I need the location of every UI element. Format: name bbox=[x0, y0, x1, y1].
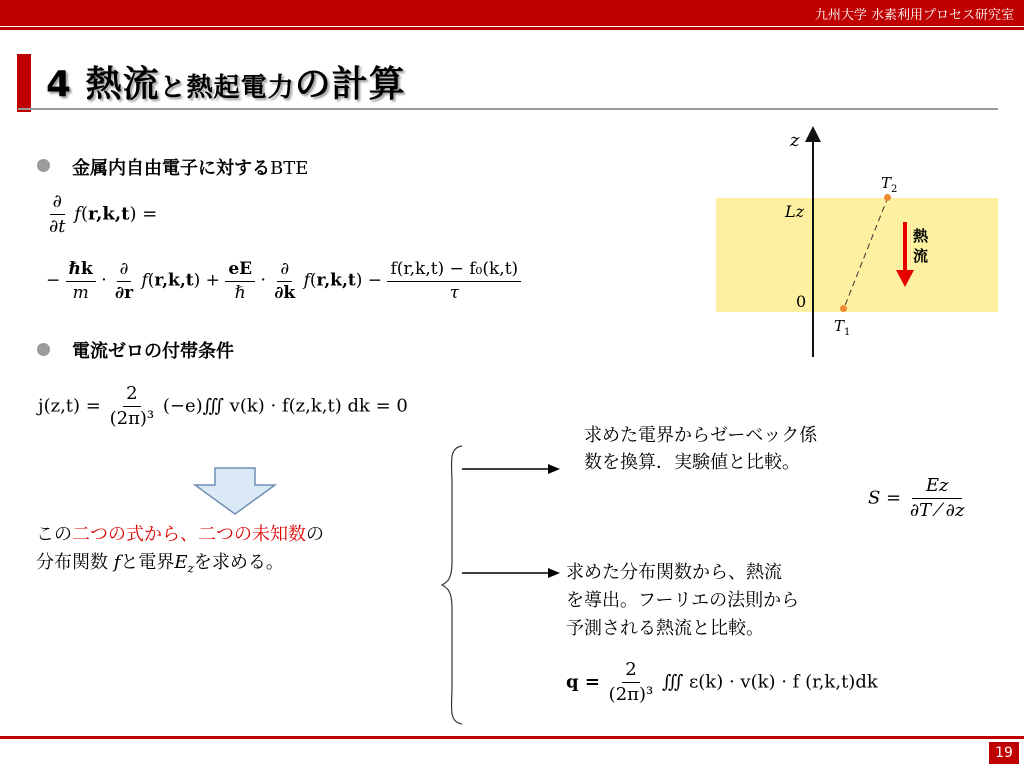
heat-rhs: ∭ ε(k) · v(k) · f (r,k,t)dk bbox=[661, 671, 878, 693]
equation-bte-rhs: − $\frac{\text{ℏk}}{m}$ · $\frac{\partial}{\partial r}$ f(r,k,t) + $\frac{eE}{\text{ℏ}}$ · $\frac{\partial}{\partial k}$ f(r,k,t) − $\frac{\text{f(r,k,t) − f₀(k,t)}}{\tau}$ bbox=[46, 260, 521, 302]
f-args: r,k,t bbox=[154, 270, 194, 291]
conclusion-text: の bbox=[306, 524, 324, 545]
lz-label: Lz bbox=[785, 202, 805, 221]
f-symbol: f bbox=[141, 270, 148, 291]
t2-symbol: T bbox=[881, 174, 892, 192]
heat-label-char: 流 bbox=[913, 247, 929, 265]
bullet-1-dot bbox=[37, 159, 50, 172]
title-accent-bar bbox=[17, 54, 31, 112]
arrow-right-icon bbox=[462, 462, 562, 476]
zero-label: 0 bbox=[796, 292, 807, 311]
bullet-1-bte: BTE bbox=[270, 158, 309, 179]
t2-label bbox=[881, 174, 897, 195]
frac-num: ℏk bbox=[66, 260, 96, 282]
footer-rule bbox=[0, 736, 1024, 739]
note-1-line-1: 求めた電界からゼーベック係 bbox=[584, 425, 818, 446]
frac-den: ∂k bbox=[274, 282, 296, 303]
down-arrow-icon bbox=[193, 467, 277, 515]
frac-den: ∂T ⁄ ∂z bbox=[909, 499, 965, 521]
heat-flow-arrow bbox=[903, 222, 907, 272]
f-symbol: f bbox=[113, 552, 121, 573]
current-rhs: (−e)∭ v(k) · f(z,k,t) dk = 0 bbox=[162, 395, 408, 417]
z-axis bbox=[812, 140, 814, 357]
header-bar bbox=[0, 0, 1024, 26]
partial-k-fraction bbox=[271, 260, 298, 302]
plus-sign: + bbox=[205, 270, 220, 291]
frac-den: ∂r bbox=[115, 282, 134, 303]
conclusion-line-2 bbox=[36, 550, 284, 582]
seebeck-lhs: S = bbox=[868, 487, 902, 509]
equation-bte-lhs: $\frac{\partial}{\partial t}$ f(r,k,t) = bbox=[46, 192, 157, 237]
t2-subscript: 2 bbox=[891, 184, 898, 195]
t1-subscript: 1 bbox=[844, 327, 851, 338]
partial-t-fraction bbox=[46, 192, 69, 237]
t1-label bbox=[834, 317, 850, 338]
bullet-1 bbox=[72, 154, 308, 180]
minus-sign: − bbox=[46, 270, 61, 291]
bullet-1-text: 金属内自由電子に対する bbox=[72, 158, 270, 179]
frac-num: f(r,k,t) − f₀(k,t) bbox=[387, 260, 521, 282]
frac-den: ∂t bbox=[49, 215, 66, 237]
relaxation-fraction bbox=[387, 260, 521, 302]
partial-z: ∂z bbox=[945, 499, 965, 521]
equation-seebeck bbox=[868, 476, 967, 521]
f-args: r,k,t bbox=[316, 270, 356, 291]
bullet-2: 電流ゼロの付帯条件 bbox=[72, 341, 234, 362]
t2-point bbox=[884, 194, 891, 201]
seebeck-fraction bbox=[907, 476, 968, 521]
conclusion-highlight: 二つの式から、二つの未知数 bbox=[72, 524, 306, 545]
two-over-2pi3-fraction bbox=[606, 660, 657, 705]
partial-r-fraction bbox=[112, 260, 136, 302]
conclusion-text: この bbox=[36, 524, 72, 545]
conclusion-text: を求める。 bbox=[193, 552, 284, 573]
frac-num: ∂ bbox=[277, 260, 292, 282]
equation-heat-flux bbox=[566, 660, 878, 705]
heat-flow-arrow-icon bbox=[896, 270, 914, 287]
hk-over-m-fraction bbox=[66, 260, 96, 302]
e-subscript: z bbox=[187, 561, 194, 576]
curly-brace bbox=[438, 444, 466, 726]
title-part-1: 熱流 bbox=[85, 64, 160, 105]
frac-den: ℏ bbox=[234, 282, 246, 303]
title-part-3: の計算 bbox=[294, 64, 406, 105]
frac-den: τ bbox=[449, 282, 459, 303]
dot-operator: · bbox=[260, 270, 266, 291]
t1-point bbox=[840, 305, 847, 312]
temperature-line bbox=[836, 192, 896, 314]
heat-flow-label bbox=[913, 226, 928, 266]
header-rule bbox=[0, 27, 1024, 30]
equals-sign: = bbox=[142, 203, 158, 225]
z-axis-label: z bbox=[790, 130, 800, 151]
note-2-line-1: 求めた分布関数から、熱流 bbox=[566, 562, 782, 583]
page-number: 19 bbox=[989, 742, 1019, 764]
heat-lhs: q = bbox=[566, 671, 600, 693]
frac-num: eE bbox=[225, 260, 255, 282]
arrow-right-icon bbox=[462, 566, 562, 580]
bullet-2-dot bbox=[37, 343, 50, 356]
eE-over-hbar-fraction bbox=[225, 260, 255, 302]
conclusion-text: と電界 bbox=[120, 552, 175, 573]
frac-num: ∂ bbox=[117, 260, 132, 282]
equation-current bbox=[38, 384, 408, 429]
frac-num: ∂ bbox=[50, 192, 65, 215]
partial-T: ∂T bbox=[909, 499, 932, 521]
title-rule bbox=[18, 108, 998, 110]
dot-operator: · bbox=[101, 270, 107, 291]
organization-name: 九州大学 水素利用プロセス研究室 bbox=[814, 8, 1014, 23]
frac-num: Ez bbox=[912, 476, 963, 499]
title-number: 4 bbox=[46, 64, 73, 105]
f-symbol: f bbox=[74, 203, 81, 225]
note-2-line-2: を導出。フーリエの法則から bbox=[566, 590, 800, 611]
note-1-line-2: 数を換算．実験値と比較。 bbox=[584, 452, 800, 473]
slide-title bbox=[46, 56, 406, 107]
frac-num: 2 bbox=[123, 384, 140, 407]
frac-den: (2π)³ bbox=[109, 407, 155, 429]
t1-symbol: T bbox=[834, 317, 845, 335]
f-args: r,k,t bbox=[87, 203, 130, 225]
minus-sign: − bbox=[367, 270, 383, 291]
two-over-2pi3-fraction bbox=[107, 384, 158, 429]
frac-den: (2π)³ bbox=[608, 683, 654, 705]
frac-num: 2 bbox=[622, 660, 639, 683]
heat-label-char: 熱 bbox=[913, 227, 929, 245]
z-axis-arrow-icon bbox=[805, 126, 821, 142]
f-symbol: f bbox=[303, 270, 310, 291]
e-symbol: E bbox=[174, 552, 188, 573]
title-part-2: と熱起電力 bbox=[159, 73, 295, 103]
conclusion-text: 分布関数 bbox=[36, 552, 108, 573]
current-lhs: j(z,t) = bbox=[38, 395, 101, 417]
frac-den: m bbox=[72, 282, 89, 303]
note-2-line-3: 予測される熱流と比較。 bbox=[566, 618, 764, 639]
conclusion-line-1 bbox=[36, 522, 324, 548]
